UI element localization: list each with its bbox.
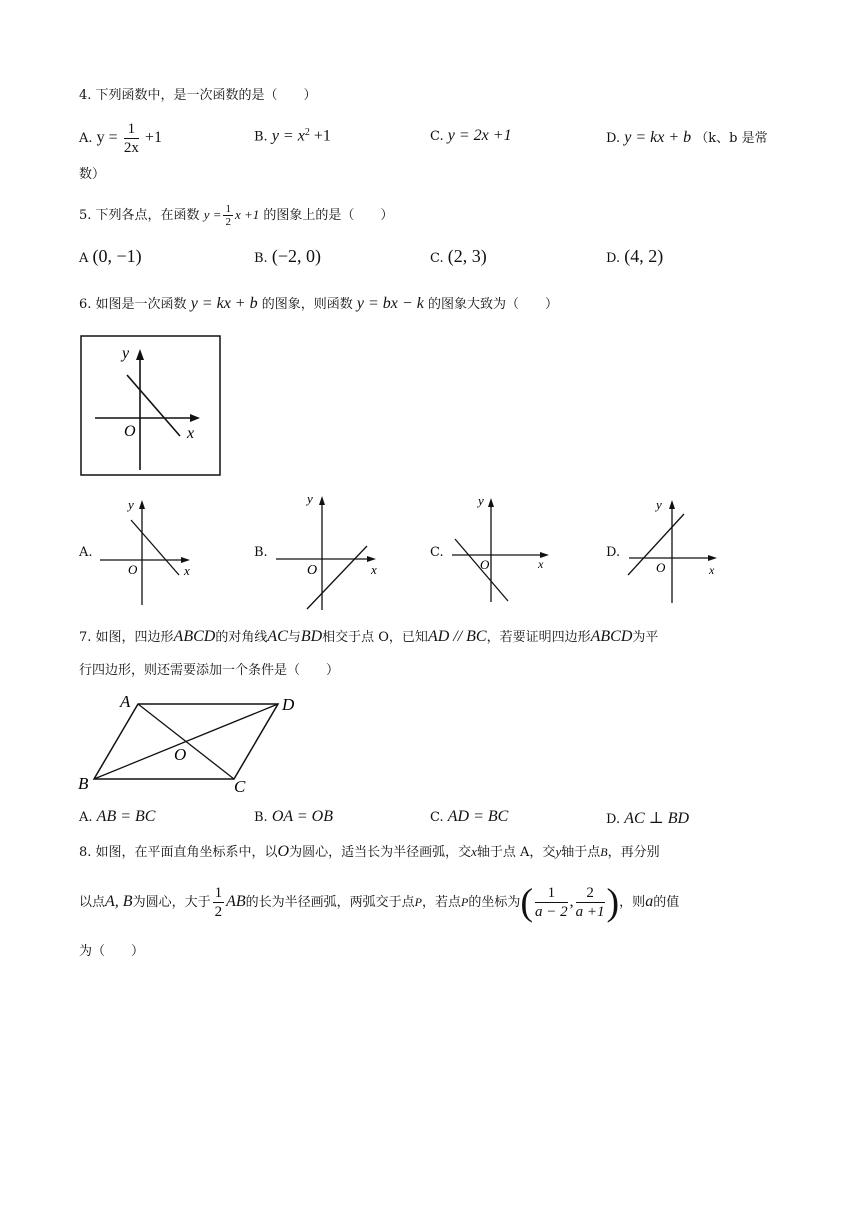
q5-option-a-label: A [79,251,89,266]
q7-stem-pre: 7. 如图，四边形 [79,630,174,645]
q7-option-b-label: B. [254,810,268,825]
q7-option-d[interactable] [606,808,689,828]
q8-ab: AB [226,893,246,910]
q6-stem [79,295,558,314]
svg-text:O: O [174,745,187,764]
axis-y-label: y [122,345,130,362]
q5-fraction [223,203,233,228]
q4-option-a-label: A. [79,131,93,146]
q6-option-a-graph[interactable] [98,492,198,607]
q5-option-b-label: B. [254,251,268,266]
svg-text:O: O [656,560,666,575]
q7-abcd2: ABCD [590,628,633,645]
q7-option-a-label: A. [79,810,93,825]
svg-text:A: A [120,692,131,711]
q6-option-b-label[interactable]: B. [254,545,268,560]
q7-option-b-val: OA = OB [271,808,333,825]
q8-line3: 为（ ） [79,944,145,959]
q4-option-b-expr: y = x [271,127,305,145]
svg-text:O: O [128,562,138,577]
q6-stem-pre: 6. 如图是一次函数 [79,297,187,312]
q7-stem-line2: 行四边形，则还需要添加一个条件是（ ） [79,663,340,678]
q4-option-a-suffix: +1 [144,129,163,146]
q5-option-a-val: (0, −1) [92,246,142,266]
q7-option-c[interactable] [430,808,508,826]
q4-option-a[interactable] [79,120,162,157]
q5-stem [79,203,393,228]
q7-ac: AC [267,628,288,645]
svg-text:x: x [184,563,190,578]
q6-f1: y = kx + b [190,295,258,312]
origin-label: O [124,423,136,440]
q8-half-fraction: $\frac{1}{2}$ [214,885,223,920]
q5-option-d-val: (4, 2) [624,246,664,266]
q4-option-b-suffix: +1 [309,127,331,145]
svg-text:x: x [371,562,377,577]
q8-line1: 8. 如图，在平面直角坐标系中，以O为圆心，适当长为半径画弧，交x轴于点 A，交y轴于点B，再分别 [79,843,660,860]
svg-text:C: C [234,777,246,796]
q5-num: 1 [225,203,231,215]
q7-option-a[interactable] [79,808,155,826]
q6-option-c-label[interactable]: C. [430,545,444,560]
q7-option-c-label: C. [430,810,444,825]
q4-option-c[interactable] [430,127,512,145]
q7-stem-a: 的对角线 [215,630,268,645]
q4-option-d[interactable] [606,127,768,147]
q8-ab-pts: A, B [105,893,133,910]
q7-cond: AD // BC [427,628,487,645]
svg-text:B: B [78,774,89,793]
q8-coord-x: $\frac{1}{a - 2}$ [535,885,568,920]
q5-option-d-label: D. [606,251,621,266]
q4-option-c-label: C. [430,129,444,144]
q4-option-c-expr: y = 2x +1 [447,127,512,144]
q5-y-eq: y = [203,207,222,222]
q6-option-a-label[interactable]: A. [79,545,93,560]
q7-option-d-label: D. [606,812,621,827]
svg-text:y: y [307,491,313,506]
q7-stem-d: ，若要证明四边形 [486,630,591,645]
q5-option-d[interactable] [606,246,663,267]
q6-stem-post: 的图象大致为（ ） [427,297,558,312]
q6-given-graph [80,335,221,476]
q6-f2: y = bx − k [356,295,424,312]
q4-option-d-note: （k、b 是常 [695,131,768,146]
q7-option-c-val: AD = BC [447,808,509,825]
q4-option-d-label: D. [606,131,621,146]
q4-option-a-prefix: y = [96,129,118,146]
q6-option-b-graph[interactable] [272,488,387,613]
q7-stem-line1 [79,628,658,647]
q5-option-c[interactable] [430,246,487,267]
q7-parallelogram-figure [76,688,306,796]
svg-text:D: D [282,695,295,714]
q7-option-b[interactable] [254,808,333,826]
q4-option-d-expr: y = kx + b [624,129,692,146]
q8-coord-y: $\frac{2}{a +1}$ [575,885,605,920]
svg-text:y: y [128,497,134,512]
q4-option-b[interactable] [254,127,331,145]
q7-abcd: ABCD [173,628,216,645]
q5-option-c-label: C. [430,251,444,266]
svg-text:y: y [656,497,662,512]
q7-bd: BD [300,628,323,645]
q4-option-a-num: 1 [124,120,139,139]
q7-stem-b: 与 [287,630,301,645]
q5-option-b[interactable] [254,246,321,267]
q6-stem-mid: 的图象，则函数 [261,297,353,312]
q5-option-c-val: (2, 3) [447,246,487,266]
q5-stem-pre: 5. 下列各点，在函数 [79,208,200,223]
q8-line2: 以点A, B为圆心，大于 $\frac{1}{2}$ AB的长为半径画弧，两弧交于点P，若点P的坐标为( $\frac{1}{a - 2}$ , $\frac{2}{a +1}$ )，则a的值 [79,881,680,924]
q4-option-d-note-cont: 数） [79,167,106,182]
svg-text:x: x [538,557,544,571]
q5-stem-post: 的图象上的是（ ） [263,208,394,223]
q5-x-term: x +1 [234,207,260,222]
q6-option-d-label[interactable]: D. [606,545,621,560]
q8-o: O [277,843,290,860]
q6-option-d-graph[interactable] [625,492,725,607]
q5-option-a[interactable] [79,246,142,267]
q7-option-a-val: AB = BC [96,808,156,825]
q4-stem: 4. 下列函数中，是一次函数的是（ ） [79,88,317,103]
q4-option-a-den: 2x [123,140,139,156]
q6-option-c-graph[interactable] [450,490,560,605]
svg-text:x: x [709,563,715,577]
q7-stem-c: 相交于点 O，已知 [322,630,428,645]
q4-option-b-sup: 2 [304,127,310,138]
q5-option-b-val: (−2, 0) [271,246,321,266]
q7-option-d-val: AC ⊥ BD [624,810,690,827]
axis-x-label: x [187,425,195,442]
q5-den: 2 [225,216,231,228]
q4-option-a-fraction [124,120,139,157]
svg-text:O: O [307,563,318,578]
svg-text:y: y [478,493,484,508]
q4-option-b-label: B. [254,129,268,145]
q7-stem-e: 为平 [632,630,659,645]
diagonal-bd [94,704,278,779]
svg-text:O: O [480,557,490,572]
